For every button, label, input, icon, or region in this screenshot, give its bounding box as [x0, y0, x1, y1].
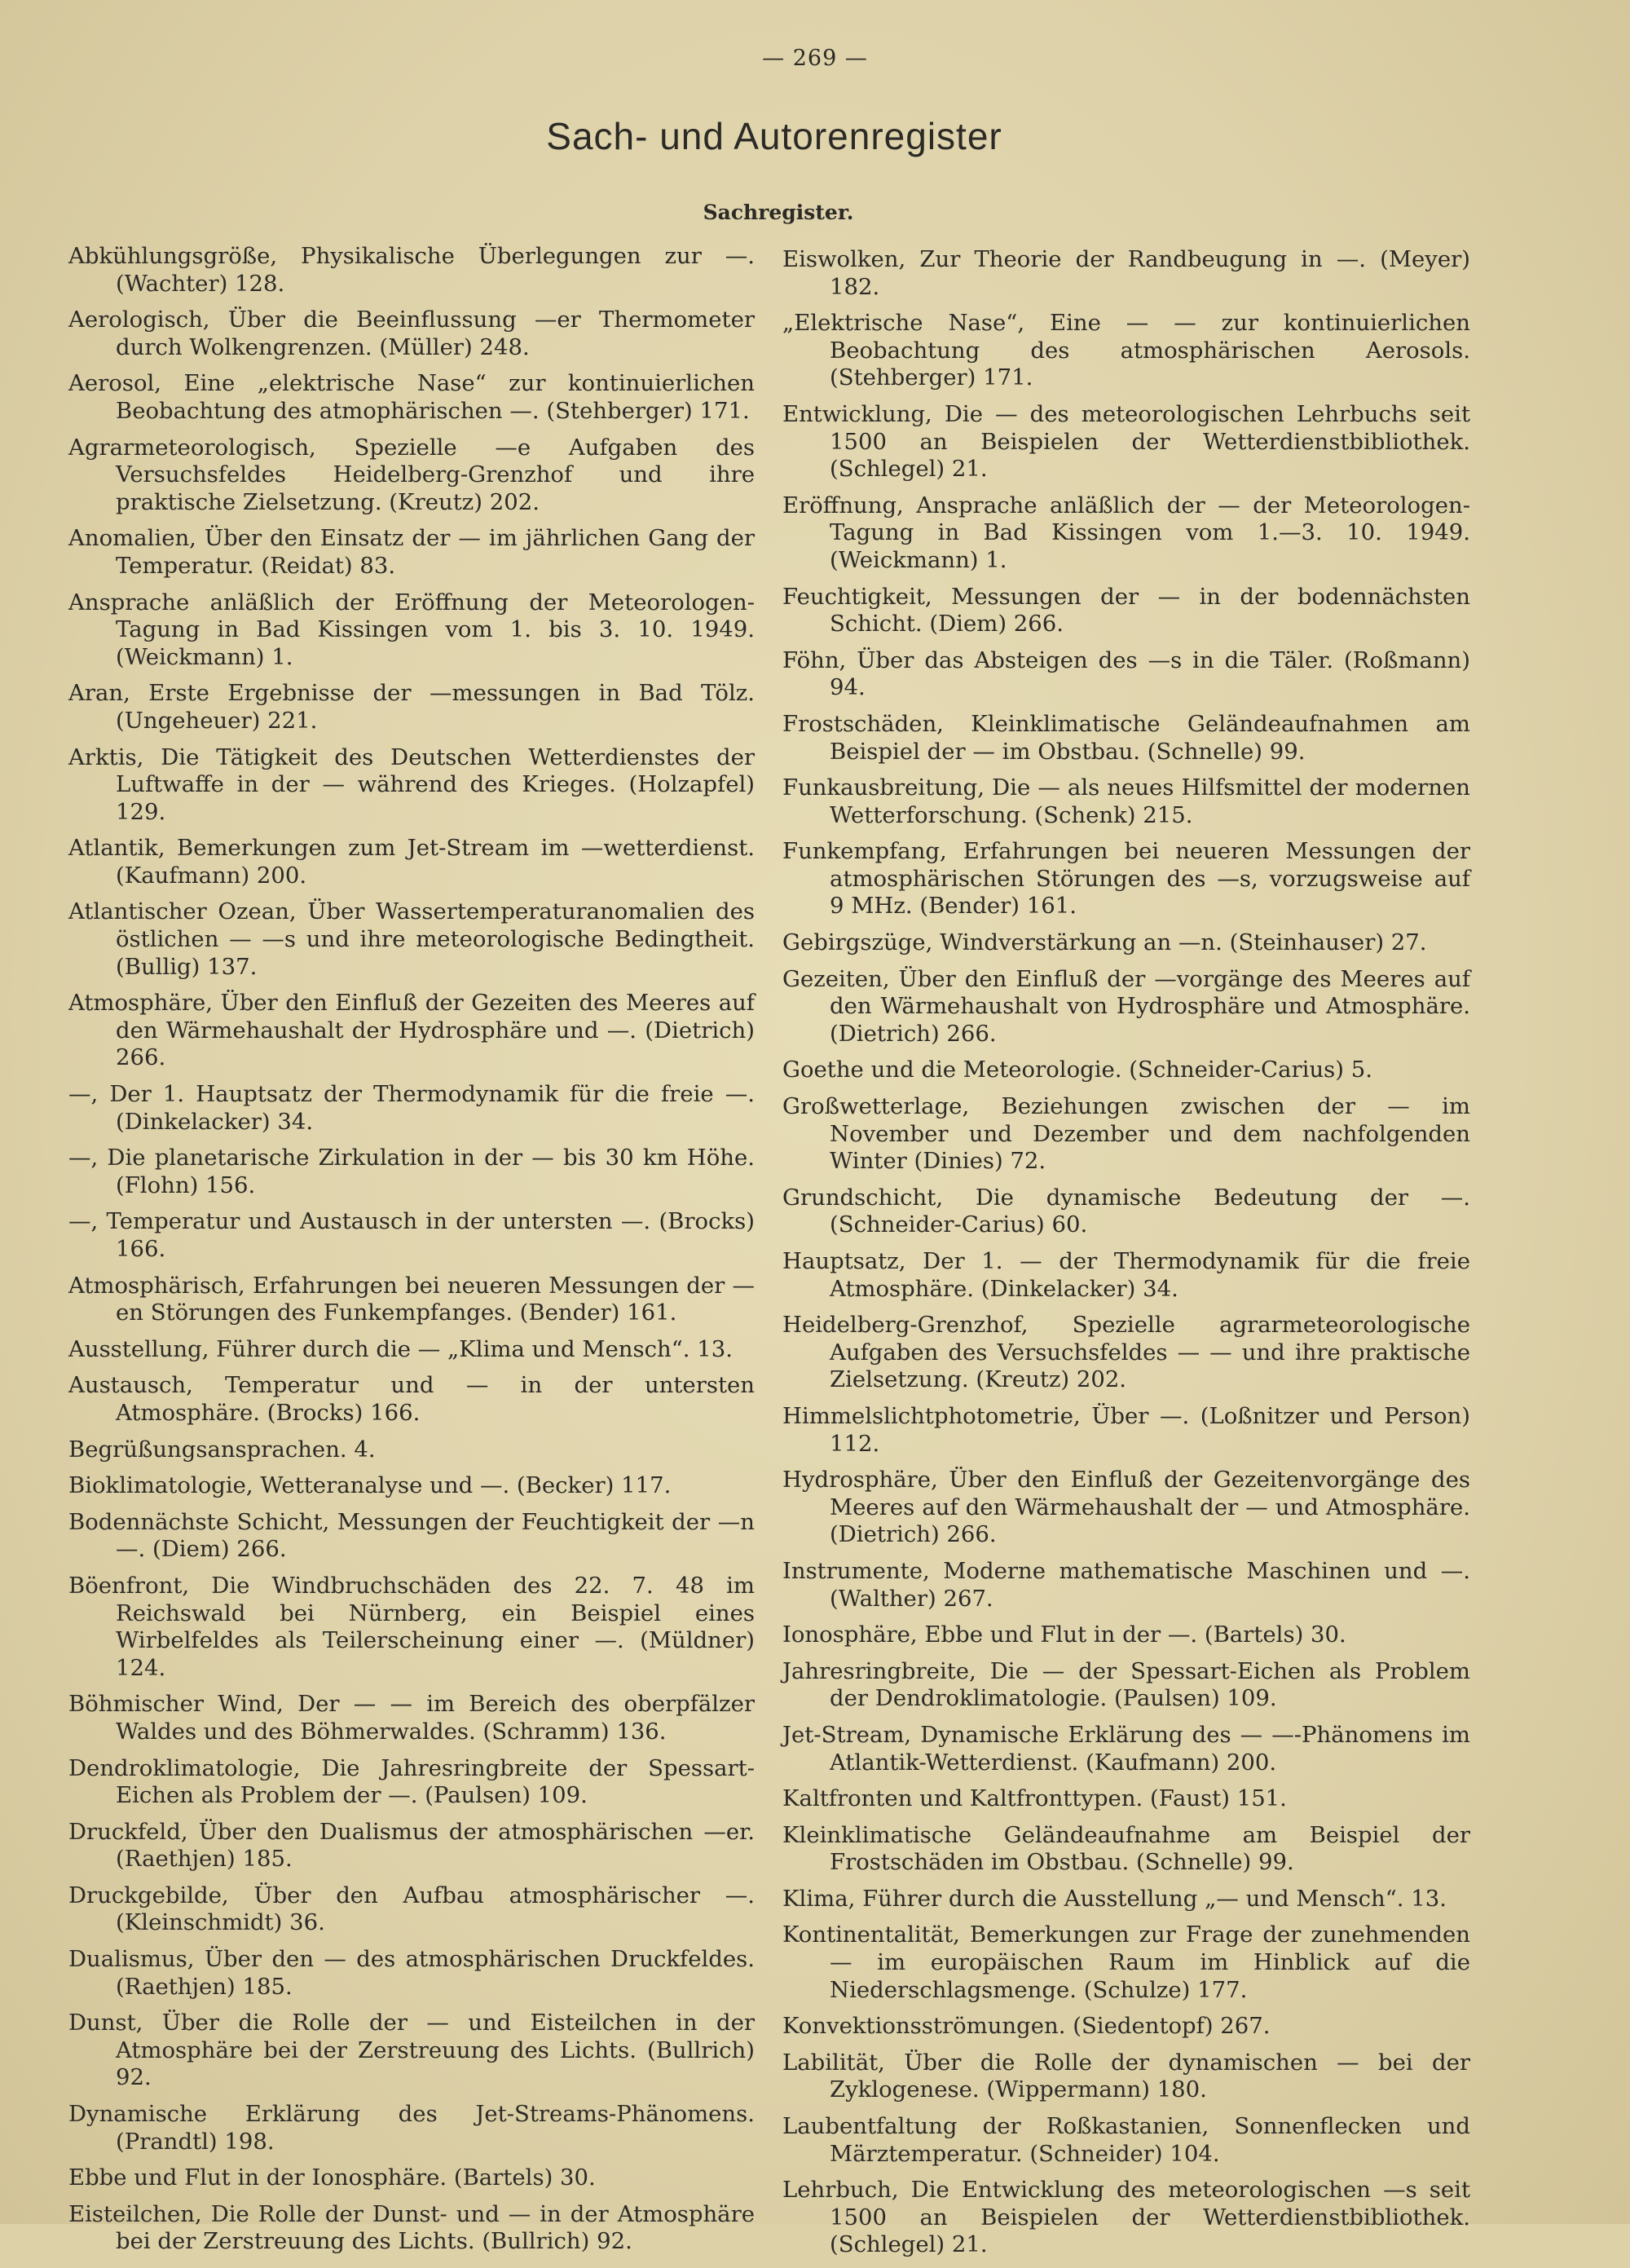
index-entry: Dendroklimatologie, Die Jahresringbreite der Spessart-Eichen als Problem der —. (Paulsen) 109.: [68, 1754, 755, 1809]
index-entry: Atlantischer Ozean, Über Wassertemperaturanomalien des östlichen — —s und ihre meteorologische Bedingtheit. (Bullig) 137.: [68, 898, 755, 980]
index-entry: Eiswolken, Zur Theorie der Randbeugung in —. (Meyer) 182.: [782, 246, 1470, 300]
index-entry: Ansprache anläßlich der Eröffnung der Meteorologen-Tagung in Bad Kissingen vom 1. bis 3. 10. 1949. (Weickmann) 1.: [68, 589, 755, 670]
index-entry: Dualismus, Über den — des atmosphärischen Druckfeldes. (Raethjen) 185.: [68, 1946, 755, 2000]
index-entry: Austausch, Temperatur und — in der untersten Atmosphäre. (Brocks) 166.: [68, 1372, 755, 1426]
index-entry: Entwicklung, Die — des meteorologischen Lehrbuchs seit 1500 an Beispielen der Wetterdienstbibliothek. (Schlegel) 21.: [782, 400, 1470, 483]
index-entry: Atmosphärisch, Erfahrungen bei neueren Messungen der —en Störungen des Funkempfanges. (Bender) 161.: [68, 1272, 755, 1326]
index-entry: Eröffnung, Ansprache anläßlich der — der Meteorologen-Tagung in Bad Kissingen vom 1.—3. 10. 1949. (Weickmann) 1.: [782, 492, 1470, 573]
index-entry: Klima, Führer durch die Ausstellung „— und Mensch“. 13.: [782, 1885, 1447, 1912]
index-entry: Atmosphäre, Über den Einfluß der Gezeiten des Meeres auf den Wärmehaushalt der Hydrosphäre und —. (Dietrich) 266.: [68, 990, 755, 1071]
index-entry: Jahresringbreite, Die — der Spessart-Eichen als Problem der Dendroklimatologie. (Paulsen) 109.: [782, 1657, 1470, 1712]
index-entry: Heidelberg-Grenzhof, Spezielle agrarmeteorologische Aufgaben des Versuchsfeldes — — und ihre praktische Zielsetzung. (Kreutz) 202.: [782, 1312, 1470, 1393]
index-entry: Laubentfaltung der Roßkastanien, Sonnenflecken und Märztemperatur. (Schneider) 104.: [782, 2113, 1470, 2167]
index-entry: Labilität, Über die Rolle der dynamischen — bei der Zyklogenese. (Wippermann) 180.: [782, 2049, 1470, 2103]
index-entry: Föhn, Über das Absteigen des —s in die Täler. (Roßmann) 94.: [782, 646, 1470, 701]
index-entry: Instrumente, Moderne mathematische Maschinen und —. (Walther) 267.: [782, 1557, 1470, 1612]
section-heading: Sachregister.: [703, 201, 854, 224]
index-entry: Gebirgszüge, Windverstärkung an —n. (Steinhauser) 27.: [782, 929, 1427, 956]
page-number: — 269 —: [762, 46, 868, 71]
index-entry: Funkausbreitung, Die — als neues Hilfsmittel der modernen Wetterforschung. (Schenk) 215.: [782, 774, 1470, 828]
index-entry: Hauptsatz, Der 1. — der Thermodynamik für die freie Atmosphäre. (Dinkelacker) 34.: [782, 1248, 1470, 1302]
index-entry: Böhmischer Wind, Der — — im Bereich des oberpfälzer Waldes und des Böhmerwaldes. (Schramm) 136.: [68, 1691, 755, 1745]
index-entry: —, Der 1. Hauptsatz der Thermodynamik für die freie —. (Dinkelacker) 34.: [68, 1081, 755, 1135]
index-entry: Abkühlungsgröße, Physikalische Überlegungen zur —. (Wachter) 128.: [68, 243, 755, 297]
index-entry: Ebbe und Flut in der Ionosphäre. (Bartels) 30.: [68, 2164, 596, 2191]
index-entry: Hydrosphäre, Über den Einfluß der Gezeitenvorgänge des Meeres auf den Wärmehaushalt der — und Atmosphäre. (Dietrich) 266.: [782, 1467, 1470, 1548]
index-entry: Kontinentalität, Bemerkungen zur Frage der zunehmenden — im europäischen Raum im Hinblick auf die Niederschlagsmenge. (Schulze) 177.: [782, 1922, 1470, 2003]
index-entry: Arktis, Die Tätigkeit des Deutschen Wetterdienstes der Luftwaffe in der — während des Krieges. (Holzapfel) 129.: [68, 743, 755, 825]
index-entry: Druckfeld, Über den Dualismus der atmosphärischen —er. (Raethjen) 185.: [68, 1818, 755, 1873]
index-entry: „Elektrische Nase“, Eine — — zur kontinuierlichen Beobachtung des atmosphärischen Aerosols. (Stehberger) 171.: [782, 310, 1470, 391]
index-entry: Druckgebilde, Über den Aufbau atmosphärischer —. (Kleinschmidt) 36.: [68, 1882, 755, 1936]
index-entry: Begrüßungsansprachen. 4.: [68, 1436, 376, 1463]
index-entry: Aran, Erste Ergebnisse der —messungen in Bad Tölz. (Ungeheuer) 221.: [68, 680, 755, 734]
index-entry: Dunst, Über die Rolle der — und Eisteilchen in der Atmosphäre bei der Zerstreuung des Lichts. (Bullrich) 92.: [68, 2010, 755, 2091]
index-entry: Böenfront, Die Windbruchschäden des 22. 7. 48 im Reichswald bei Nürnberg, ein Beispiel eines Wirbelfeldes als Teilerscheinung einer —. (Müldner) 124.: [68, 1572, 755, 1681]
index-entry: Großwetterlage, Beziehungen zwischen der — im November und Dezember und dem nachfolgenden Winter (Dinies) 72.: [782, 1093, 1470, 1175]
left-column: [68, 243, 755, 2265]
index-entry: Jet-Stream, Dynamische Erklärung des — —-Phänomens im Atlantik-Wetterdienst. (Kaufmann) 200.: [782, 1721, 1470, 1776]
index-entry: Aerosol, Eine „elektrische Nase“ zur kontinuierlichen Beobachtung des atmophärischen —. (Stehberger) 171.: [68, 370, 755, 424]
index-entry: Ionosphäre, Ebbe und Flut in der —. (Bartels) 30.: [782, 1622, 1346, 1648]
index-entry: Bioklimatologie, Wetteranalyse und —. (Becker) 117.: [68, 1472, 672, 1499]
index-entry: Agrarmeteorologisch, Spezielle —e Aufgaben des Versuchsfeldes Heidelberg-Grenzhof und ihre praktische Zielsetzung. (Kreutz) 202.: [68, 434, 755, 515]
index-entry: Grundschicht, Die dynamische Bedeutung der —. (Schneider-Carius) 60.: [782, 1184, 1470, 1238]
index-entry: Funkempfang, Erfahrungen bei neueren Messungen der atmosphärischen Störungen des —s, vorzugsweise auf 9 MHz. (Bender) 161.: [782, 838, 1470, 920]
index-entry: Frostschäden, Kleinklimatische Geländeaufnahmen am Beispiel der — im Obstbau. (Schnelle) 99.: [782, 710, 1470, 765]
index-entry: Atlantik, Bemerkungen zum Jet-Stream im —wetterdienst. (Kaufmann) 200.: [68, 835, 755, 889]
index-entry: Kaltfronten und Kaltfronttypen. (Faust) 151.: [782, 1785, 1287, 1812]
index-entry: Anomalien, Über den Einsatz der — im jährlichen Gang der Temperatur. (Reidat) 83.: [68, 525, 755, 579]
index-entry: Aerologisch, Über die Beeinflussung —er Thermometer durch Wolkengrenzen. (Müller) 248.: [68, 307, 755, 360]
index-entry: Eisteilchen, Die Rolle der Dunst- und — in der Atmosphäre bei der Zerstreuung des Lichts. (Bullrich) 92.: [68, 2200, 755, 2255]
index-entry: Bodennächste Schicht, Messungen der Feuchtigkeit der —n —. (Diem) 266.: [68, 1508, 755, 1563]
index-entry: —, Temperatur und Austausch in der untersten —. (Brocks) 166.: [68, 1208, 755, 1262]
index-entry: Gezeiten, Über den Einfluß der —vorgänge des Meeres auf den Wärmehaushalt von Hydrosphäre und Atmosphäre. (Dietrich) 266.: [782, 965, 1470, 1047]
index-entry: Lehrbuch, Die Entwicklung des meteorologischen —s seit 1500 an Beispielen der Wetterdienstbibliothek. (Schlegel) 21.: [782, 2177, 1470, 2258]
index-entry: Kleinklimatische Geländeaufnahme am Beispiel der Frostschäden im Obstbau. (Schnelle) 99.: [782, 1821, 1470, 1876]
page-title: Sach- und Autorenregister: [546, 115, 1002, 157]
index-entry: Dynamische Erklärung des Jet-Streams-Phänomens. (Prandtl) 198.: [68, 2101, 755, 2155]
index-entry: Ausstellung, Führer durch die — „Klima und Mensch“. 13.: [68, 1335, 734, 1362]
index-entry: —, Die planetarische Zirkulation in der — bis 30 km Höhe. (Flohn) 156.: [68, 1145, 755, 1198]
index-entry: Himmelslichtphotometrie, Über —. (Loßnitzer und Person) 112.: [782, 1402, 1470, 1457]
index-entry: Goethe und die Meteorologie. (Schneider-Carius) 5.: [782, 1057, 1372, 1083]
right-column: [782, 246, 1470, 2268]
index-entry: Feuchtigkeit, Messungen der — in der bodennächsten Schicht. (Diem) 266.: [782, 583, 1470, 638]
index-entry: Konvektionsströmungen. (Siedentopf) 267.: [782, 2013, 1271, 2040]
